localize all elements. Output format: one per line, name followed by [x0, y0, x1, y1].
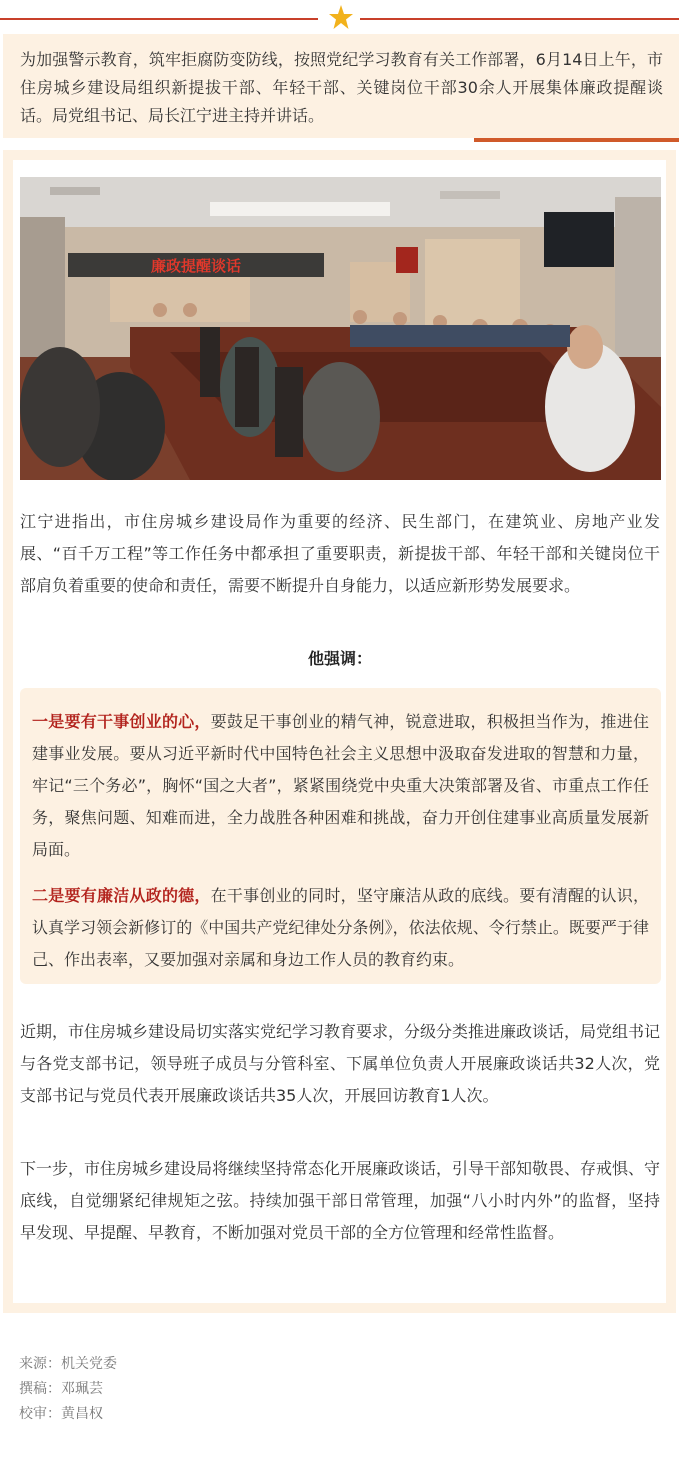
credit-author: 撰稿：邓珮芸	[19, 1381, 103, 1397]
highlight-item-2	[32, 880, 649, 976]
meeting-photo	[20, 177, 661, 480]
credit-source: 来源：机关党委	[19, 1356, 117, 1372]
highlight-item-2-text: 在干事创业的同时，坚守廉洁从政的底线。要有清醒的认识，认真学习领会新修订的《中国共产党纪律处分条例》，依法依规、令行禁止。既要严于律己、作出表率，又要加强对亲属和身边工作人员的教育约束。	[32, 886, 649, 969]
paragraph-4: 下一步，市住房城乡建设局将继续坚持常态化开展廉政谈话，引导干部知敬畏、存戒惧、守底线，自觉绷紧纪律规矩之弦。持续加强干部日常管理，加强“八小时内外”的监督，坚持早发现、早提醒、早教育，不断加强对党员干部的全方位管理和经常性监督。	[20, 1159, 661, 1242]
star-icon	[328, 4, 354, 30]
paragraph-3: 近期，市住房城乡建设局切实落实党纪学习教育要求，分级分类推进廉政谈话，局党组书记与各党支部书记，领导班子成员与分管科室、下属单位负责人开展廉政谈话共32人次，党支部书记与党员代表开展廉政谈话共35人次，开展回访教育1人次。	[20, 1022, 661, 1105]
ornament-line-left	[0, 18, 318, 20]
intro-panel	[3, 34, 679, 138]
paragraph-1: 江宁进指出，市住房城乡建设局作为重要的经济、民生部门，在建筑业、房地产业发展、“百千万工程”等工作任务中都承担了重要职责，新提拔干部、年轻干部和关键岗位干部肩负着重要的使命和责任，需要不断提升自身能力，以适应新形势发展要求。	[20, 512, 660, 595]
intro-text: 为加强警示教育，筑牢拒腐防变防线，按照党纪学习教育有关工作部署，6月14日上午，市住房城乡建设局组织新提拔干部、年轻干部、关键岗位干部30余人开展集体廉政提醒谈话。局党组书记、局长江宁进主持并讲话。	[20, 50, 663, 125]
highlight-item-1-text: 要鼓足干事创业的精气神，锐意进取，积极担当作为，推进住建事业发展。要从习近平新时代中国特色社会主义思想中汲取奋发进取的智慧和力量，牢记“三个务必”，胸怀“国之大者”，紧紧围绕党中央重大决策部署及省、市重点工作任务，聚焦问题、知难而进，全力战胜各种困难和挑战，奋力开创住建事业高质量发展新局面。	[32, 712, 649, 859]
highlight-item-1	[32, 706, 649, 866]
credits	[19, 1352, 117, 1427]
credit-reviewer: 校审：黄昌权	[19, 1406, 103, 1422]
photo-banner-text: 廉政提醒谈话	[150, 257, 242, 275]
intro-accent-bar	[474, 138, 679, 142]
top-ornament	[0, 0, 679, 34]
subheading: 他强调：	[307, 649, 372, 668]
highlight-item-2-lead: 二是要有廉洁从政的德，	[32, 886, 211, 905]
highlight-box	[20, 688, 661, 984]
highlight-item-1-lead: 一是要有干事创业的心，	[32, 712, 211, 731]
ornament-line-right	[360, 18, 679, 20]
